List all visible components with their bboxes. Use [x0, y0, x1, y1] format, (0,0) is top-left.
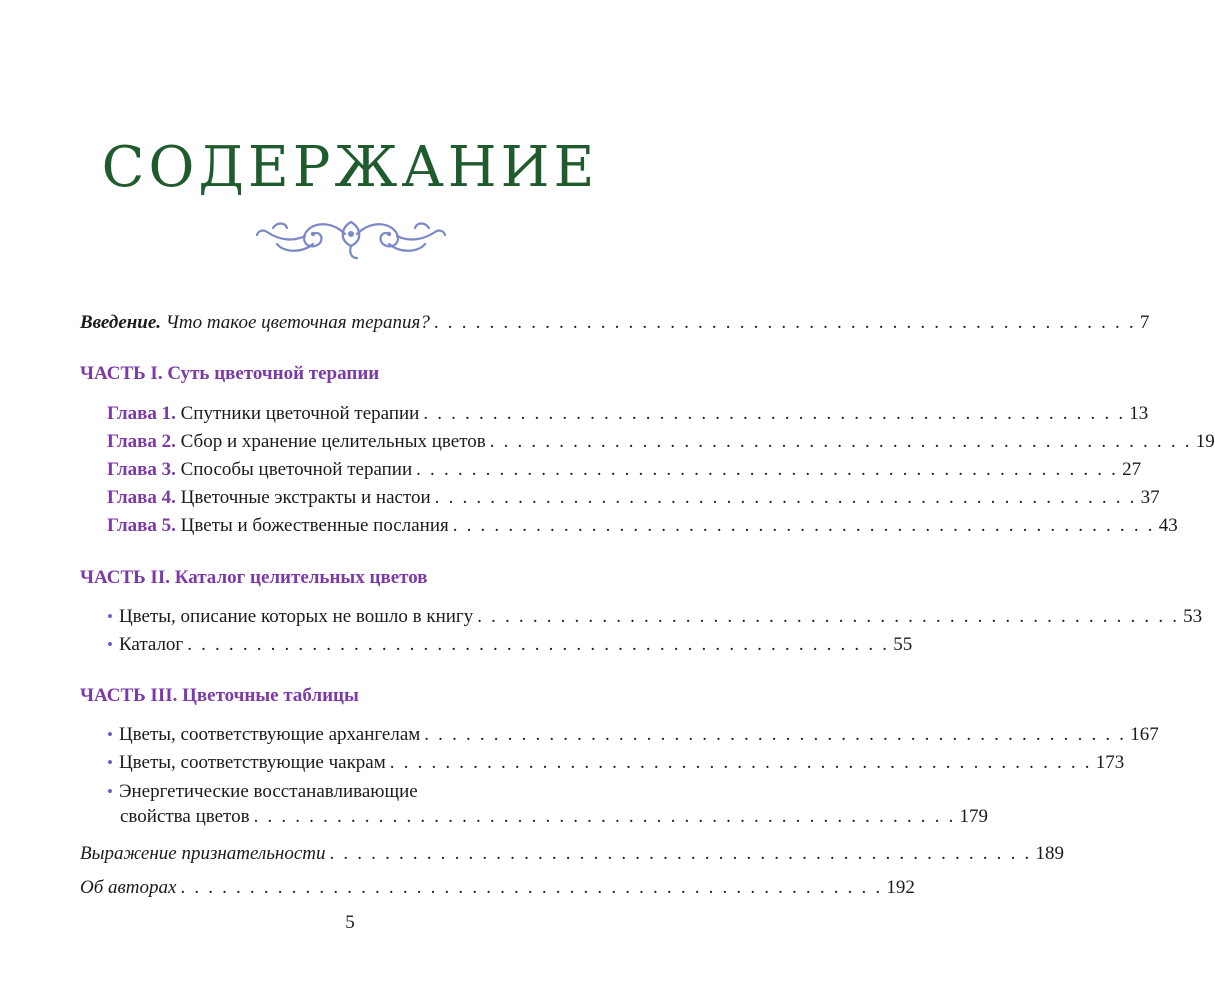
chapter-5-label: Глава 5.: [107, 515, 176, 536]
bullet-icon: •: [107, 607, 113, 626]
chapter-4-page: 37: [1140, 487, 1160, 508]
toc-part2-item-1[interactable]: [107, 605, 1203, 629]
chapter-4-label: Глава 4.: [107, 487, 176, 508]
chapter-3-page: 27: [1122, 459, 1142, 480]
chapter-1-title: Спутники цветочной терапии: [180, 403, 420, 424]
authors-page: 192: [886, 877, 915, 898]
dot-leader: . . . . . . . . . . . . . . . . . . . . . . . . . . . . . . . . . . . . . . . . . . . . . . . . . . .: [424, 724, 1127, 745]
dot-leader: . . . . . . . . . . . . . . . . . . . . . . . . . . . . . . . . . . . . . . . . . . . . . . . . . . .: [180, 877, 883, 898]
chapter-3-title: Способы цветочной терапии: [180, 459, 413, 480]
toc-part3-item-1[interactable]: [107, 723, 1159, 747]
part2-item-2-title: Каталог: [118, 634, 184, 655]
page-title: СОДЕРЖАНИЕ: [101, 135, 599, 200]
intro-page: 7: [1139, 312, 1150, 333]
dot-leader: . . . . . . . . . . . . . . . . . . . . . . . . . . . . . . . . . . . . . . . . . . . . . . . . . . .: [433, 312, 1136, 333]
dot-leader: . . . . . . . . . . . . . . . . . . . . . . . . . . . . . . . . . . . . . . . . . . . . . . . . . . .: [452, 515, 1155, 536]
chapter-5-page: 43: [1158, 515, 1178, 536]
dot-leader: . . . . . . . . . . . . . . . . . . . . . . . . . . . . . . . . . . . . . . . . . . . . . . . . . . .: [187, 634, 890, 655]
dot-leader: . . . . . . . . . . . . . . . . . . . . . . . . . . . . . . . . . . . . . . . . . . . . . . . . . . .: [423, 403, 1126, 424]
toc-part3-item-3-line1[interactable]: [107, 780, 418, 804]
toc-acknowledgements[interactable]: [80, 842, 1064, 866]
intro-label: Введение.: [80, 312, 162, 333]
part2-item-2-page: 55: [893, 634, 913, 655]
toc-chapter-5[interactable]: [107, 514, 1178, 538]
part3-heading[interactable]: ЧАСТЬ III. Цветочные таблицы: [80, 685, 359, 706]
chapter-2-label: Глава 2.: [107, 431, 176, 452]
chapter-2-page: 19: [1195, 431, 1215, 452]
part2-item-1-page: 53: [1183, 606, 1203, 627]
part3-item-3-title-line2: свойства цветов: [120, 806, 250, 827]
chapter-3-label: Глава 3.: [107, 459, 176, 480]
ack-page: 189: [1035, 843, 1064, 864]
chapter-4-title: Цветочные экстракты и настои: [180, 487, 431, 508]
dot-leader: . . . . . . . . . . . . . . . . . . . . . . . . . . . . . . . . . . . . . . . . . . . . . . . . . . .: [416, 459, 1119, 480]
part2-heading[interactable]: ЧАСТЬ II. Каталог целительных цветов: [80, 567, 428, 588]
chapter-1-label: Глава 1.: [107, 403, 176, 424]
page-number: 5: [345, 912, 355, 933]
toc-chapter-2[interactable]: [107, 430, 1215, 454]
toc-chapter-3[interactable]: [107, 458, 1142, 482]
toc-part2-item-2[interactable]: [107, 633, 913, 657]
part3-item-2-page: 173: [1095, 752, 1125, 773]
toc-intro-entry[interactable]: [80, 311, 1150, 335]
intro-title: Что такое цветочная терапия?: [165, 312, 430, 333]
decorative-ornament-icon: [253, 216, 449, 262]
toc-authors[interactable]: [80, 876, 915, 900]
ack-title: Выражение признательности: [80, 843, 326, 864]
part3-item-1-page: 167: [1130, 724, 1159, 745]
dot-leader: . . . . . . . . . . . . . . . . . . . . . . . . . . . . . . . . . . . . . . . . . . . . . . . . . . .: [389, 752, 1092, 773]
dot-leader: . . . . . . . . . . . . . . . . . . . . . . . . . . . . . . . . . . . . . . . . . . . . . . . . . . .: [253, 806, 956, 827]
chapter-1-page: 13: [1129, 403, 1149, 424]
toc-chapter-1[interactable]: [107, 402, 1149, 426]
part3-item-3-page: 179: [959, 806, 989, 827]
part1-heading[interactable]: ЧАСТЬ I. Суть цветочной терапии: [80, 363, 380, 384]
toc-part3-item-2[interactable]: [107, 751, 1125, 775]
part2-item-1-title: Цветы, описание которых не вошло в книгу: [118, 606, 474, 627]
bullet-icon: •: [107, 725, 113, 744]
bullet-icon: •: [107, 782, 113, 801]
part3-item-3-title-line1: Энергетические восстанавливающие: [118, 781, 418, 802]
toc-chapter-4[interactable]: [107, 486, 1160, 510]
dot-leader: . . . . . . . . . . . . . . . . . . . . . . . . . . . . . . . . . . . . . . . . . . . . . . . . . . .: [477, 606, 1180, 627]
bullet-icon: •: [107, 635, 113, 654]
part3-item-2-title: Цветы, соответствующие чакрам: [118, 752, 386, 773]
bullet-icon: •: [107, 753, 113, 772]
part3-item-1-title: Цветы, соответствующие архангелам: [118, 724, 421, 745]
toc-part3-item-3[interactable]: [120, 805, 989, 829]
dot-leader: . . . . . . . . . . . . . . . . . . . . . . . . . . . . . . . . . . . . . . . . . . . . . . . . . . .: [329, 843, 1032, 864]
dot-leader: . . . . . . . . . . . . . . . . . . . . . . . . . . . . . . . . . . . . . . . . . . . . . . . . . . .: [489, 431, 1192, 452]
chapter-2-title: Сбор и хранение целительных цветов: [180, 431, 486, 452]
authors-title: Об авторах: [80, 877, 177, 898]
chapter-5-title: Цветы и божественные послания: [180, 515, 449, 536]
dot-leader: . . . . . . . . . . . . . . . . . . . . . . . . . . . . . . . . . . . . . . . . . . . . . . . . . . .: [434, 487, 1137, 508]
